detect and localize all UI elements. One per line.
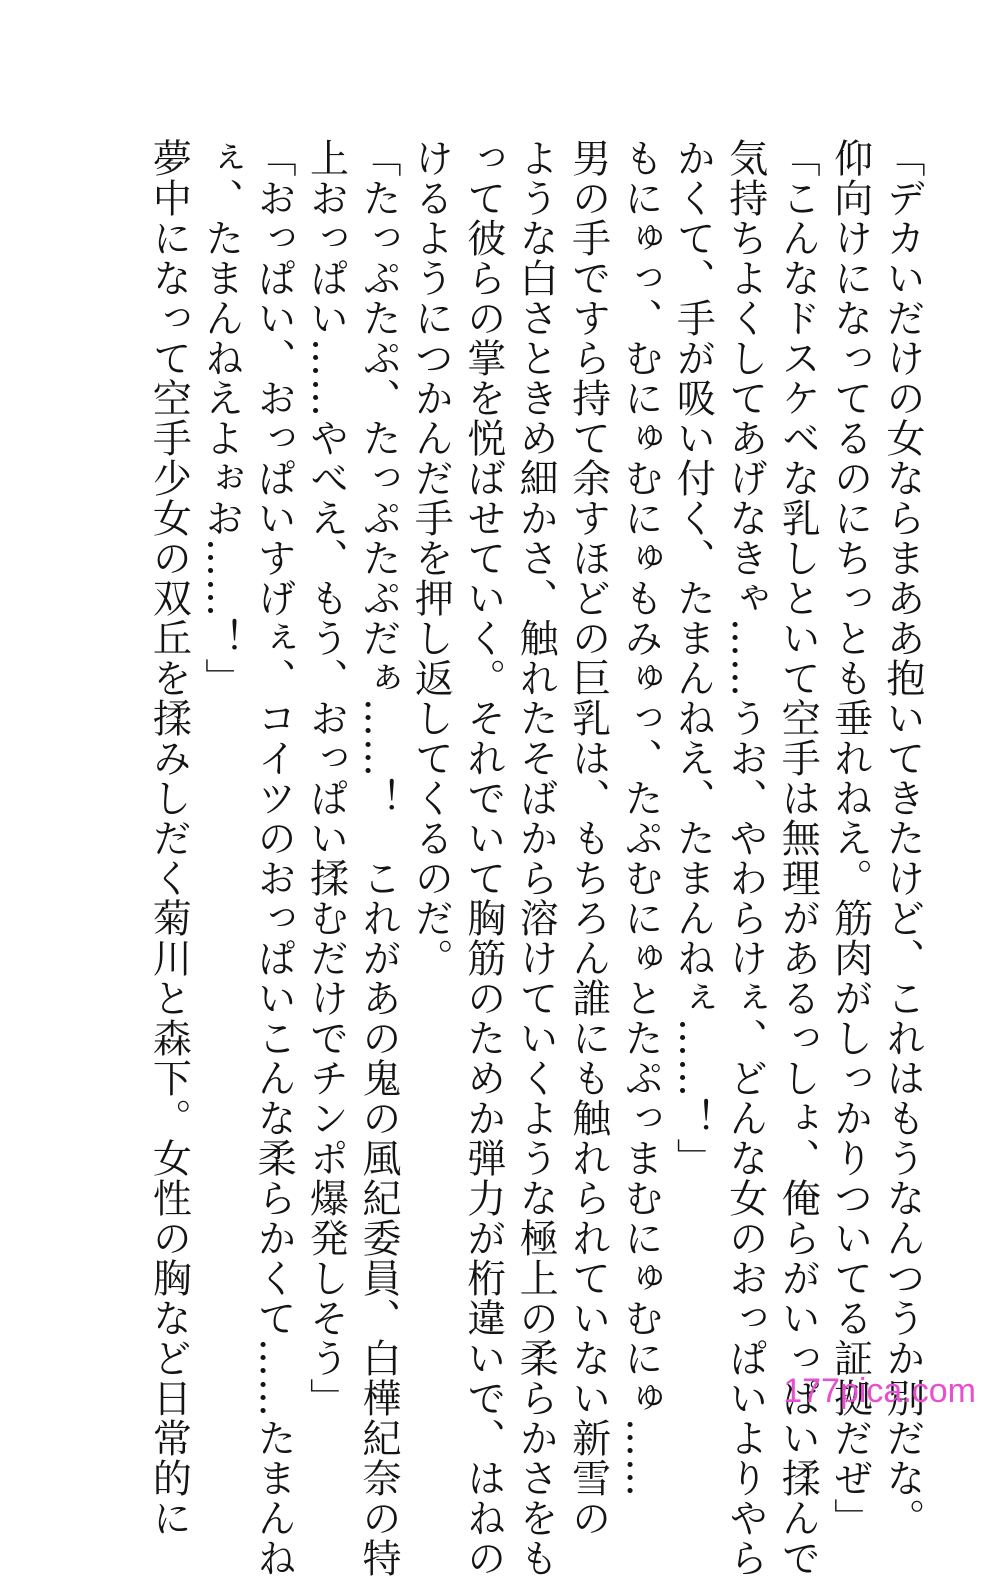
text-line: 上おっぱい……やべえ、もう、おっぱい揉むだけでチンポ爆発しそう」 <box>303 138 349 1418</box>
watermark-text: 177pica.com <box>783 1372 976 1410</box>
text-line: 「デカいだけの女ならまああ抱いてきたけど、これはもうなんつうか別だな。 <box>880 138 925 1538</box>
text-line: ぇ、たまんねえよぉお……！」 <box>198 138 244 698</box>
text-line: 「おっぱい、おっぱいすげぇ、コイツのおっぱいこんな柔らかくて……たまんね <box>251 138 297 1578</box>
text-line: 仰向けになってるのにちっとも垂れねえ。筋肉がしっかりついてる証拠だぜ」 <box>827 138 873 1538</box>
text-line: もにゅっ、むにゅむにゅもみゅっ、たぷむにゅとたぷっまむにゅむにゅ…… <box>617 138 663 1498</box>
text-line: 「たっぷたぷ、たっぷたぷだぁ……！ これがあの鬼の風紀委員、白樺紀奈の特 <box>355 138 401 1578</box>
text-line: 男の手ですら持て余すほどの巨乳は、もちろん誰にも触れられていない新雪の <box>565 138 611 1538</box>
text-line: けるようにつかんだ手を押し返してくるのだ。 <box>408 138 454 978</box>
text-line: って彼らの掌を悦ばせていく。それでいて胸筋のためか弾力が桁違いで、はねの <box>460 138 506 1578</box>
text-line: ような白さときめ細かさ、触れたそばから溶けていくような極上の柔らかさをも <box>513 138 559 1578</box>
text-line: 夢中になって空手少女の双丘を揉みしだく菊川と森下。女性の胸など日常的に <box>146 138 192 1538</box>
text-line: 気持ちよくしてあげなきゃ……うお、やわらけぇ、どんな女のおっぱいよりやら <box>722 138 768 1578</box>
text-line: 「こんなドスケベな乳しといて空手は無理があるっしょ、俺らがいっぱい揉んで <box>775 138 821 1578</box>
text-line: かくて、手が吸い付く、たまんねえ、たまんねぇ……！」 <box>670 138 716 1178</box>
